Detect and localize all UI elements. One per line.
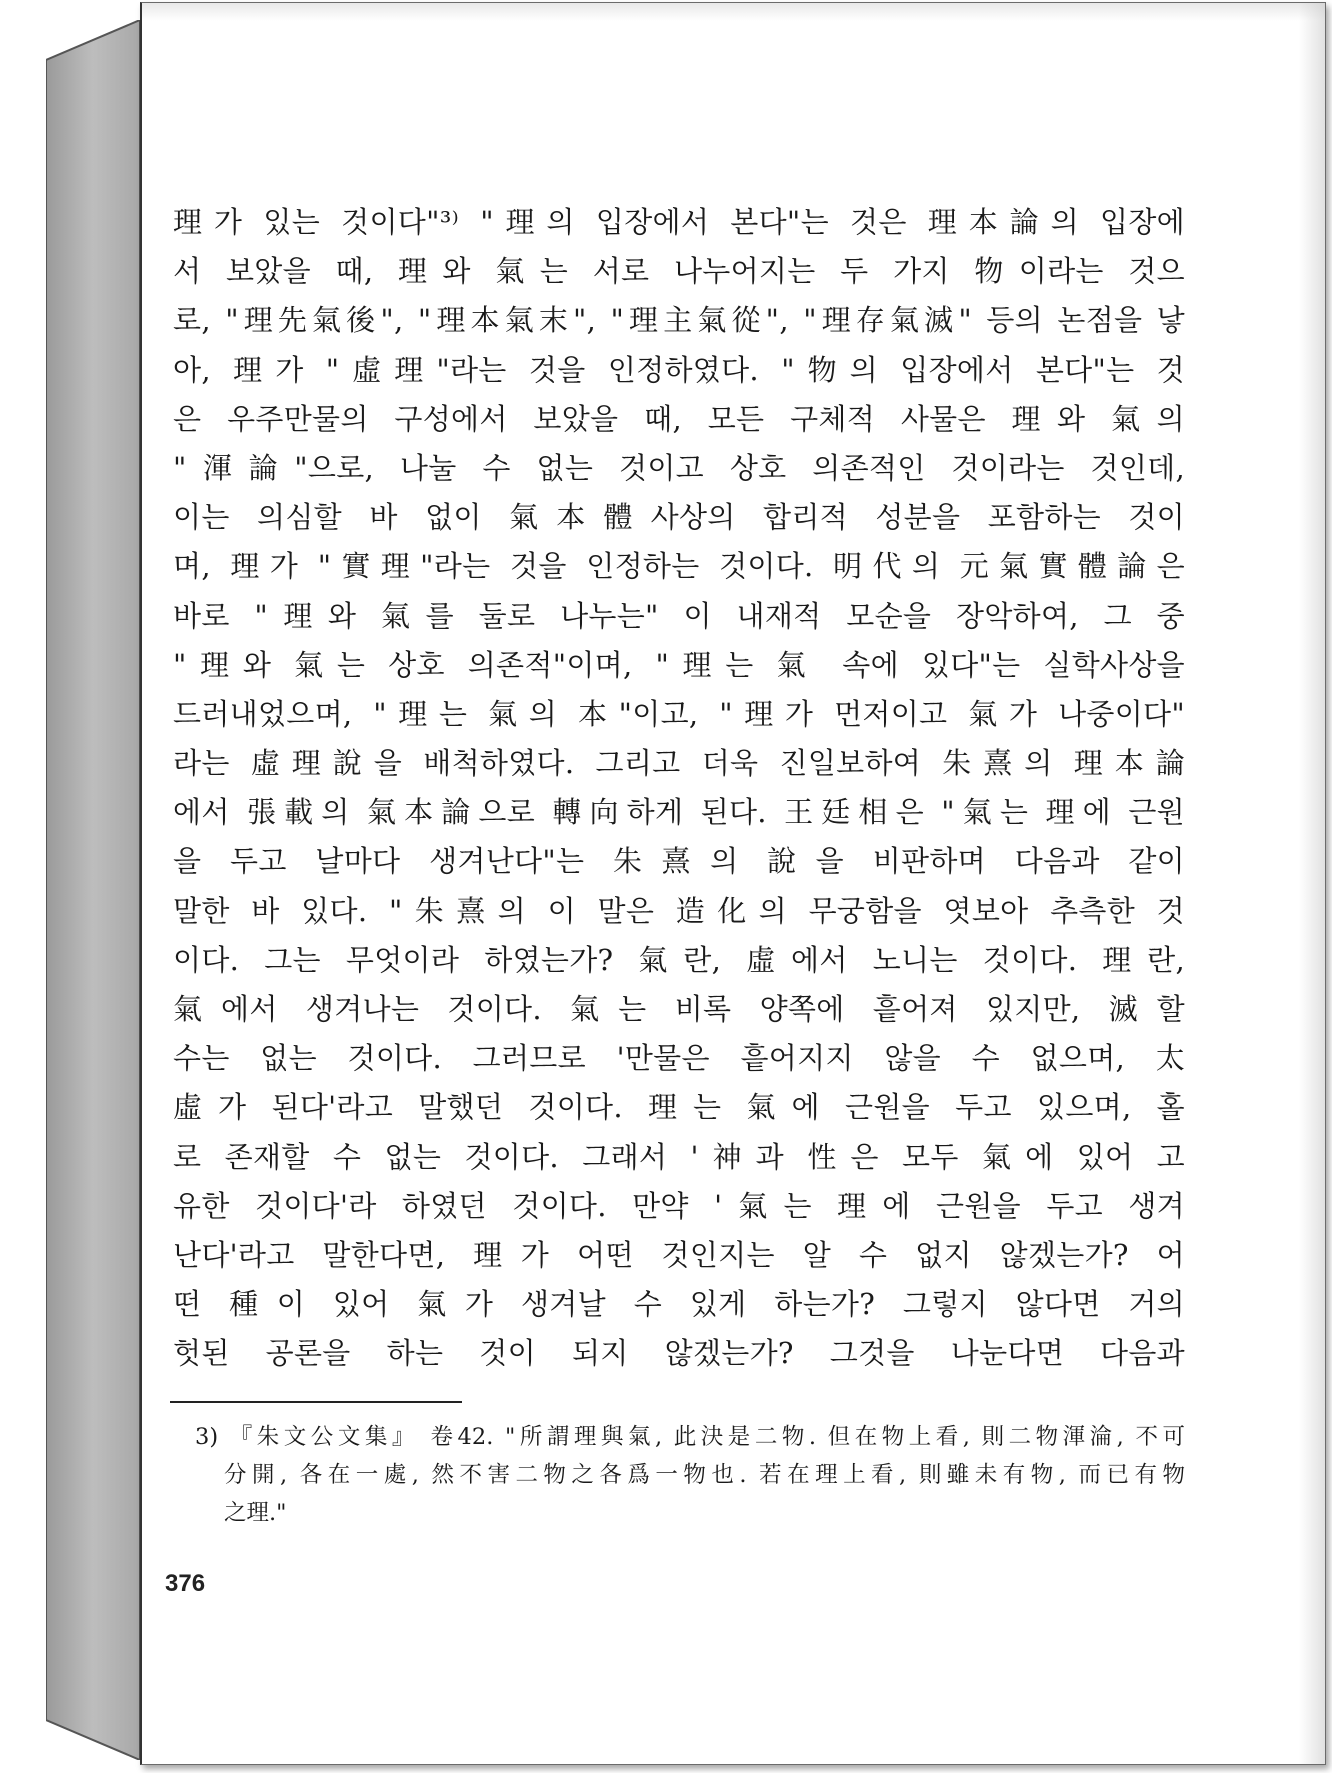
body-line: 며, 理가 "實理"라는 것을 인정하는 것이다. 明代의 元氣實體論은 bbox=[173, 549, 1185, 584]
body-line: 理가 있는 것이다"³⁾ "理의 입장에서 본다"는 것은 理本論의 입장에 bbox=[173, 205, 1185, 239]
page-edge-shadow bbox=[1299, 3, 1325, 1764]
body-line: 은 우주만물의 구성에서 보았을 때, 모든 구체적 사물은 理와 氣의 bbox=[173, 401, 1185, 436]
body-line: 헛된 공론을 하는 것이 되지 않겠는가? 그것을 나눈다면 다음과 bbox=[173, 1336, 1185, 1371]
page-number: 376 bbox=[165, 1570, 206, 1597]
body-line: 이는 의심할 바 없이 氣本體사상의 합리적 성분을 포함하는 것이 bbox=[173, 500, 1185, 535]
footnote-line: 之理." bbox=[224, 1500, 287, 1526]
body-line: 氣에서 생겨나는 것이다. 氣는 비록 양쪽에 흩어져 있지만, 滅할 bbox=[173, 992, 1185, 1026]
body-line: 이다. 그는 무엇이라 하였는가? 氣란, 虛에서 노니는 것이다. 理란, bbox=[173, 942, 1185, 977]
footnote bbox=[195, 1418, 1185, 1532]
body-line: 떤 種이 있어 氣가 생겨날 수 있게 하는가? 그렇지 않다면 거의 bbox=[173, 1287, 1185, 1322]
body-line: 서 보았을 때, 理와 氣는 서로 나누어지는 두 가지 物이라는 것으 bbox=[173, 254, 1185, 289]
body-line: 로, "理先氣後", "理本氣末", "理主氣從", "理存氣滅" 등의 논점을 낳 bbox=[173, 303, 1185, 338]
book-spine-side bbox=[46, 20, 142, 1760]
body-line: 유한 것이다'라 하였던 것이다. 만약 '氣는 理에 근원을 두고 생겨 bbox=[173, 1188, 1185, 1223]
body-line: 바로 "理와 氣를 둘로 나누는" 이 내재적 모순을 장악하여, 그 중 bbox=[173, 598, 1185, 633]
body-line: 드러내었으며, "理는 氣의 本"이고, "理가 먼저이고 氣가 나중이다" bbox=[173, 696, 1185, 731]
body-line: 로 존재할 수 없는 것이다. 그래서 '神과 性은 모두 氣에 있어 고 bbox=[173, 1139, 1185, 1174]
body-line: 을 두고 날마다 생겨난다"는 朱熹의 說을 비판하며 다음과 같이 bbox=[173, 844, 1185, 879]
footnote-divider bbox=[170, 1401, 462, 1403]
body-line: "渾論"으로, 나눌 수 없는 것이고 상호 의존적인 것이라는 것인데, bbox=[173, 450, 1185, 485]
page-top-shadow bbox=[142, 3, 1325, 21]
footnote-line: 分開, 各在一處, 然不害二物之各爲一物也. 若在理上看, 則雖未有物, 而已有物 bbox=[224, 1462, 1185, 1488]
body-text bbox=[173, 198, 1185, 1379]
body-line: 난다'라고 말한다면, 理가 어떤 것인지는 알 수 없지 않겠는가? 어 bbox=[173, 1237, 1185, 1272]
footnote-line: 3) 『朱文公文集』 卷42. "所謂理與氣, 此決是二物. 但在物上看, 則二物渾淪, 不可 bbox=[195, 1424, 1185, 1450]
body-line: "理와 氣는 상호 의존적"이며, "理는 氣 속에 있다"는 실학사상을 bbox=[173, 647, 1185, 682]
body-line: 아, 理가 "虛理"라는 것을 인정하였다. "物의 입장에서 본다"는 것 bbox=[173, 352, 1185, 387]
body-line: 말한 바 있다. "朱熹의 이 말은 造化의 무궁함을 엿보아 추측한 것 bbox=[173, 893, 1185, 928]
body-line: 라는 虛理說을 배척하였다. 그리고 더욱 진일보하여 朱熹의 理本論 bbox=[173, 746, 1185, 781]
body-line: 에서 張載의 氣本論으로 轉向하게 된다. 王廷相은 "氣는 理에 근원 bbox=[173, 795, 1185, 830]
body-line: 수는 없는 것이다. 그러므로 '만물은 흩어지지 않을 수 없으며, 太 bbox=[173, 1041, 1185, 1076]
body-line: 虛가 된다'라고 말했던 것이다. 理는 氣에 근원을 두고 있으며, 홀 bbox=[173, 1090, 1185, 1125]
